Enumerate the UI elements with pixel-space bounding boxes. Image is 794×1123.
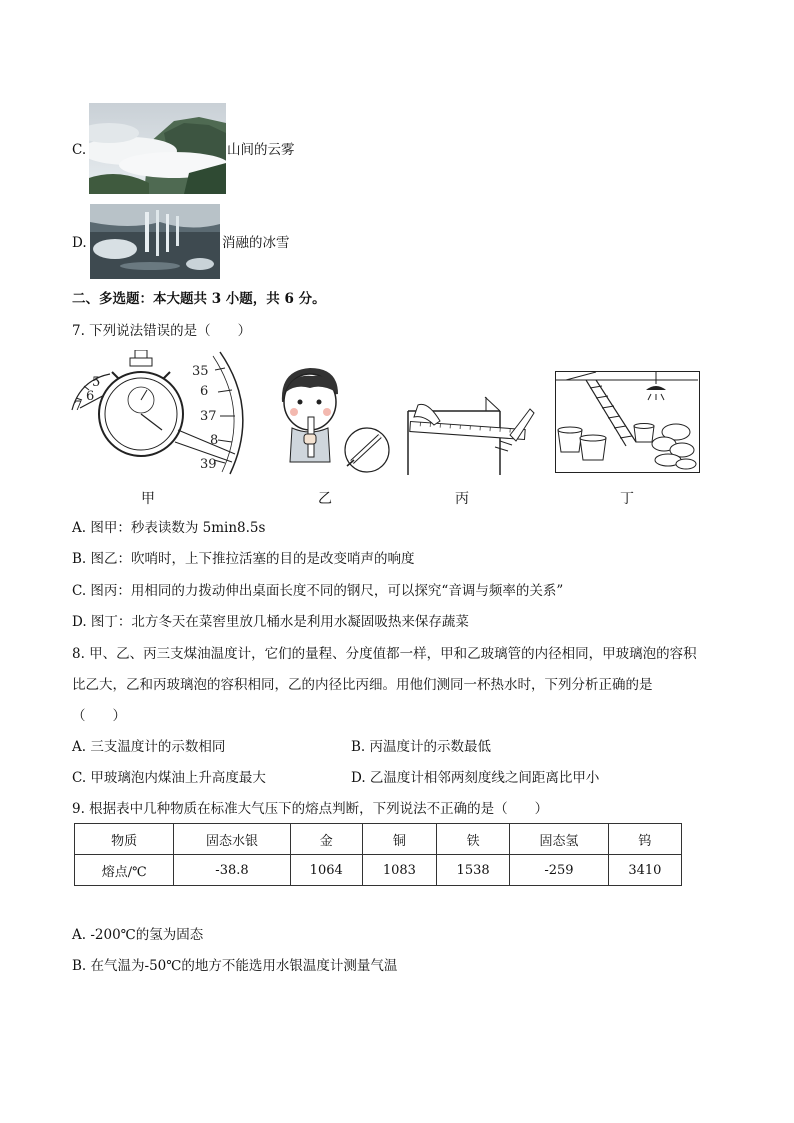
scale-39: 39 (200, 457, 217, 472)
scale-35: 35 (192, 364, 209, 379)
table-cell: 1083 (362, 855, 436, 886)
section-header: 二、多选题：本大题共 3 小题，共 6 分。 (72, 291, 326, 307)
table-header-cell: 钨 (608, 824, 681, 855)
table-row (75, 855, 682, 886)
table-cell: 熔点/℃ (75, 855, 174, 886)
q8-option-a[interactable]: A. 三支温度计的示数相同 (72, 739, 226, 755)
mountain-cloud-photo (89, 103, 226, 194)
table-header-cell: 铁 (437, 824, 510, 855)
figure-label-bing: 丙 (455, 491, 469, 507)
table-header-cell: 物质 (75, 824, 174, 855)
q8-option-c[interactable]: C. 甲玻璃泡内煤油上升高度最大 (72, 770, 266, 786)
option-c-caption: 山间的云雾 (227, 142, 295, 158)
figure-label-ding: 丁 (620, 491, 634, 507)
ruler-figure (400, 395, 540, 475)
table-header-cell: 固态氢 (510, 824, 609, 855)
table-header-cell: 固态水银 (174, 824, 290, 855)
scale-37: 37 (200, 409, 217, 424)
table-cell: -38.8 (174, 855, 290, 886)
small-dial-6: 6 (86, 389, 95, 404)
scale-8: 8 (210, 433, 219, 448)
q7-option-c[interactable]: C. 图丙：用相同的力拨动伸出桌面长度不同的钢尺，可以探究“音调与频率的关系” (72, 583, 564, 599)
whistle-figure (272, 362, 392, 474)
melting-ice-photo (90, 204, 220, 279)
q7-option-a[interactable]: A. 图甲：秒表读数为 5min8.5s (72, 520, 266, 536)
melting-point-table (74, 823, 682, 886)
table-header-cell: 铜 (362, 824, 436, 855)
table-header-row (75, 824, 682, 855)
option-c-letter: C. (72, 142, 87, 158)
q8-stem-line-2: 比乙大，乙和丙玻璃泡的容积相同，乙的内径比丙细。用他们测同一杯热水时，下列分析正确的是 (72, 677, 653, 693)
q8-stem-line-3: （ ） (72, 708, 126, 724)
small-dial-5: 5 (92, 375, 101, 390)
scale-6: 6 (200, 384, 209, 399)
option-d-caption: 消融的冰雪 (222, 235, 290, 251)
q8-stem-line-1: 8. 甲、乙、丙三支煤油温度计，它们的量程、分度值都一样，甲和乙玻璃管的内径相同，甲玻璃泡的容积 (72, 646, 697, 662)
table-header-cell: 金 (290, 824, 362, 855)
option-d-letter: D. (72, 235, 87, 251)
figure-label-yi: 乙 (318, 491, 332, 507)
table-cell: 1538 (437, 855, 510, 886)
q9-stem: 9. 根据表中几种物质在标准大气压下的熔点判断，下列说法不正确的是（ ） (72, 801, 549, 817)
cellar-figure (555, 371, 700, 473)
q8-option-b[interactable]: B. 丙温度计的示数最低 (351, 739, 492, 755)
q9-option-b[interactable]: B. 在气温为-50℃的地方不能选用水银温度计测量气温 (72, 958, 398, 974)
q7-option-b[interactable]: B. 图乙：吹哨时，上下推拉活塞的目的是改变哨声的响度 (72, 551, 415, 567)
table-cell: -259 (510, 855, 609, 886)
small-dial-7: 7 (74, 399, 83, 414)
stopwatch-figure (70, 350, 260, 475)
figure-label-jia: 甲 (141, 491, 155, 507)
table-cell: 3410 (608, 855, 681, 886)
q7-stem: 7. 下列说法错误的是（ ） (72, 323, 252, 339)
table-cell: 1064 (290, 855, 362, 886)
q9-option-a[interactable]: A. -200℃的氢为固态 (72, 927, 204, 943)
q7-option-d[interactable]: D. 图丁：北方冬天在菜窖里放几桶水是利用水凝固吸热来保存蔬菜 (72, 614, 469, 630)
q8-option-d[interactable]: D. 乙温度计相邻两刻度线之间距离比甲小 (351, 770, 600, 786)
